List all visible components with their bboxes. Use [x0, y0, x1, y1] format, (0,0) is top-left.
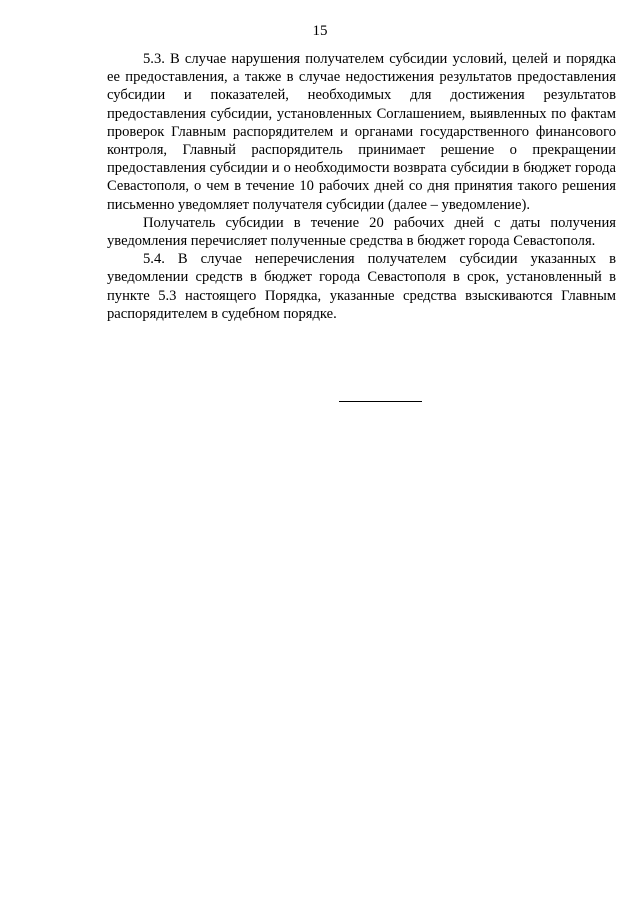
document-body: [107, 50, 616, 323]
paragraph-refund: Получатель субсидии в течение 20 рабочих дней с даты получения уведомления перечисляет полученные средства в бюджет города Севастополя.: [107, 214, 616, 250]
paragraph-5-4: 5.4. В случае неперечисления получателем субсидии указанных в уведомлении средств в бюджет города Севастополя в срок, установленный в пункте 5.3 настоящего Порядка, указанные средства взыскиваются Главным распорядителем в судебном порядке.: [107, 251, 616, 322]
end-divider-line: [339, 401, 422, 402]
page-number: 15: [312, 23, 328, 39]
paragraph-5-3: 5.3. В случае нарушения получателем субсидии условий, целей и порядка ее предоставления, а также в случае недостижения результатов предоставления субсидии и показателей, необходимых для достижения результатов предоставления субсидии, установленных Соглашением, выявленных по фактам проверок Главным распорядителем и органами государственного финансового контроля, Главный распорядитель принимает решение о прекращении предоставления субсидии и о необходимости возврата субсидии в бюджет города Севастополя, о чем в течение 10 рабочих дней со дня принятия такого решения письменно уведомляет получателя субсидии (далее – уведомление).: [107, 51, 616, 213]
